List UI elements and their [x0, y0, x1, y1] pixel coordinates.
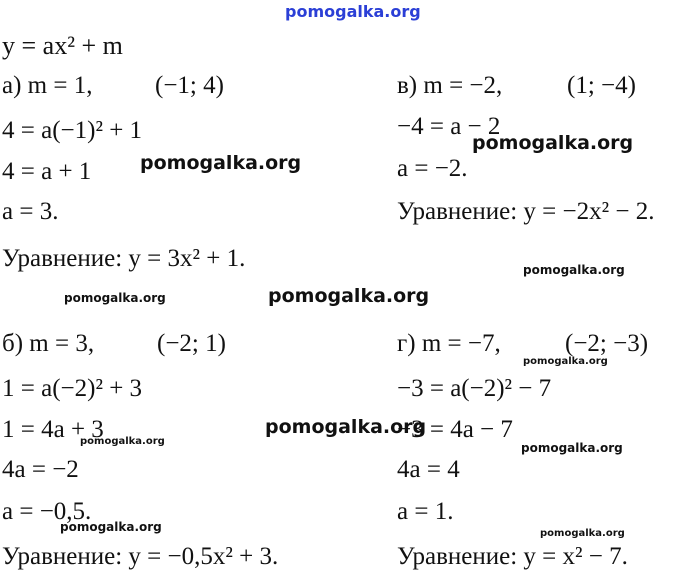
part-v-step-1: −4 = a − 2 [397, 113, 501, 140]
part-a-answer: Уравнение: y = 3x² + 1. [2, 245, 246, 272]
part-v-step-2: a = −2. [397, 155, 468, 182]
part-a-condition: а) m = 1, [2, 72, 93, 99]
part-a-step-2: 4 = a + 1 [2, 158, 92, 185]
part-a-step-1: 4 = a(−1)² + 1 [2, 117, 143, 144]
part-b-step-3: 4a = −2 [2, 456, 79, 483]
watermark-11: pomogalka.org [540, 528, 625, 539]
part-g-step-3: 4a = 4 [397, 456, 460, 483]
watermark-10: pomogalka.org [60, 520, 162, 534]
watermark-4: pomogalka.org [64, 291, 166, 305]
watermark-6: pomogalka.org [523, 356, 608, 367]
part-v-condition: в) m = −2, [397, 72, 503, 99]
part-g-condition: г) m = −7, [397, 330, 501, 357]
part-b-point: (−2; 1) [157, 330, 226, 357]
part-g-step-1: −3 = a(−2)² − 7 [397, 375, 552, 402]
part-a-step-3: a = 3. [2, 198, 59, 225]
watermark-2: pomogalka.org [472, 132, 634, 154]
part-g-step-2: −3 = 4a − 7 [397, 416, 513, 443]
part-a-point: (−1; 4) [155, 72, 224, 99]
part-b-step-1: 1 = a(−2)² + 3 [2, 375, 143, 402]
watermark-3: pomogalka.org [523, 263, 625, 277]
watermark-9: pomogalka.org [521, 441, 623, 455]
part-g-step-4: a = 1. [397, 498, 454, 525]
part-b-step-2: 1 = 4a + 3 [2, 416, 104, 443]
part-b-answer: Уравнение: y = −0,5x² + 3. [2, 543, 279, 570]
part-g-answer: Уравнение: y = x² − 7. [397, 543, 628, 570]
part-v-answer: Уравнение: y = −2x² − 2. [397, 198, 655, 225]
watermark-7: pomogalka.org [265, 416, 427, 438]
part-v-point: (1; −4) [567, 72, 636, 99]
part-b-step-4: a = −0,5. [2, 498, 92, 525]
part-g-point: (−2; −3) [565, 330, 649, 357]
watermark-8: pomogalka.org [80, 436, 165, 447]
watermark-top: pomogalka.org [285, 2, 421, 21]
watermark-5: pomogalka.org [268, 285, 430, 307]
watermark-1: pomogalka.org [140, 152, 302, 174]
header-equation: y = ax² + m [2, 31, 123, 60]
part-b-condition: б) m = 3, [2, 330, 95, 357]
